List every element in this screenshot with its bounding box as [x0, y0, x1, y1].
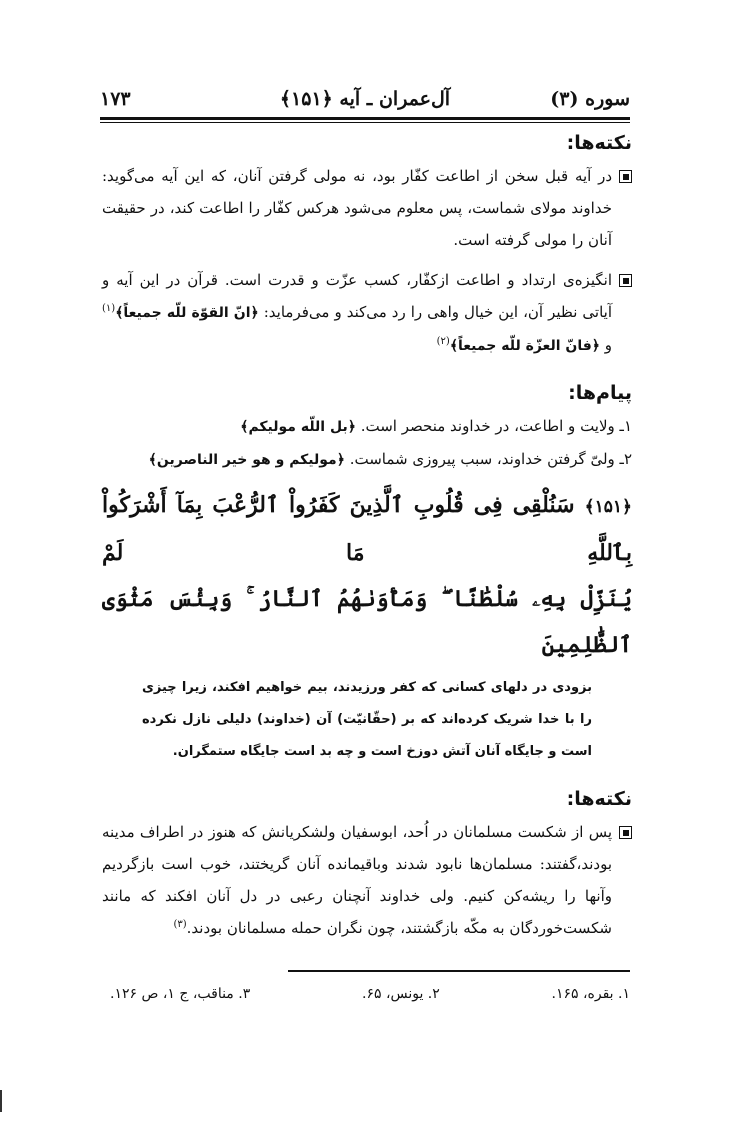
quran-quote: ﴿بل اللّه مولیکم﴾ — [240, 419, 356, 435]
header-rule — [100, 117, 630, 120]
bullet-square-icon — [619, 274, 632, 287]
quran-quote: ﴿فانّ العزّة للّه جمیعاً﴾ — [449, 338, 600, 354]
message-text: ۱ـ ولایت و اطاعت، در خداوند منحصر است. — [360, 417, 632, 435]
note-paragraph — [102, 816, 632, 944]
header-rule-thin — [100, 122, 630, 123]
verse-line: یُنَزِّلْ بِهِۦ سُلْطَٰنًا ۖ وَمَأْوَىٰهُمُ ٱلنَّارُ ۚ وَبِئْسَ مَثْوَى ٱلظَّٰلِمِینَ — [102, 586, 632, 658]
note-text: پس از شکست مسلمانان در اُحد، ابوسفیان ولشکریانش که هنوز در اطراف مدینه بودند،گفتند: مسلمان‌ها نابود شدند وباقیمانده آنان گریختند، خوب است بازگردیم وآنها را ریشه‌کن کنیم. ولی خداوند آنچنان رعبی در دل آنان افکند که مانند شکست‌خوردگان به مکّه بازگشتند، چون نگران حمله مسلمانان بودند. — [102, 823, 612, 937]
footnote-ref: (۱) — [102, 303, 116, 314]
conjunction: و — [604, 336, 612, 354]
notes-heading: نکته‌ها: — [566, 132, 632, 154]
surah-label: سوره (۳) — [550, 88, 630, 110]
footnote-rule — [288, 970, 630, 972]
verse-block — [102, 576, 632, 668]
bullet-square-icon — [619, 170, 632, 183]
footnote-1: ۱. بقره، ۱۶۵. — [551, 986, 630, 1002]
message-item — [102, 443, 632, 476]
quran-quote: ﴿انّ القوّة للّه جمیعاً﴾ — [115, 305, 259, 321]
message-text: ۲ـ ولیّ گرفتن خداوند، سبب پیروزی شماست. — [349, 450, 632, 468]
note-paragraph — [102, 160, 632, 256]
footnote-ref: (۳) — [173, 919, 187, 930]
verse-number: ﴿۱۵۱﴾ — [584, 497, 632, 517]
verse-translation: بزودی در دلهای کسانی که کفر ورزیدند، بیم خواهیم افکند، زیرا چیزی را با خدا شریک کرده‌اند که بر (حقّانیّت) آن (خداوند) دلیلی نازل نکرده است و جایگاه آنان آتش دوزخ است و چه بد است جایگاه ستمگران. — [142, 680, 592, 759]
notes-heading: نکته‌ها: — [566, 788, 632, 810]
quran-quote: ﴿مولیکم و هو خیر الناصرین﴾ — [148, 452, 345, 468]
footnote-3: ۳. مناقب، ج ۱، ص ۱۲۶. — [110, 986, 251, 1002]
scan-edge-mark — [0, 1090, 2, 1112]
verse-line: سَنُلْقِی فِی قُلُوبِ ٱلَّذِینَ کَفَرُواْ ٱلرُّعْبَ بِمَآ أَشْرَکُواْ بِٱللَّهِ مَا لَمْ — [102, 492, 632, 566]
footnote-ref: (۲) — [436, 336, 450, 347]
note-text: در آیه قبل سخن از اطاعت کفّار بود، نه مولی گرفتن آنان، که این آیه می‌گوید: خداوند مولای شماست، پس معلوم می‌شود هرکس کفّار را اطاعت کند، در حقیقت آنان را مولی گرفته است. — [102, 167, 612, 249]
bullet-square-icon — [619, 826, 632, 839]
message-item — [102, 410, 632, 443]
messages-heading: پیام‌ها: — [568, 382, 632, 404]
page-number: ۱۷۳ — [100, 88, 131, 110]
verse-block — [102, 482, 632, 576]
note-text: انگیزه‌ی ارتداد و اطاعت ازکفّار، کسب عزّت و قدرت است. قرآن در این آیه و آیاتی نظیر آن، این خیال واهی را رد می‌کند و می‌فرماید: — [102, 271, 612, 321]
main-content — [102, 124, 632, 944]
page-title: آل‌عمران ـ آیه ﴿۱۵۱﴾ — [279, 88, 451, 110]
footnote-2: ۲. یونس، ۶۵. — [362, 986, 440, 1002]
page-header — [100, 84, 630, 114]
note-paragraph — [102, 264, 632, 362]
footnotes — [110, 986, 630, 1002]
